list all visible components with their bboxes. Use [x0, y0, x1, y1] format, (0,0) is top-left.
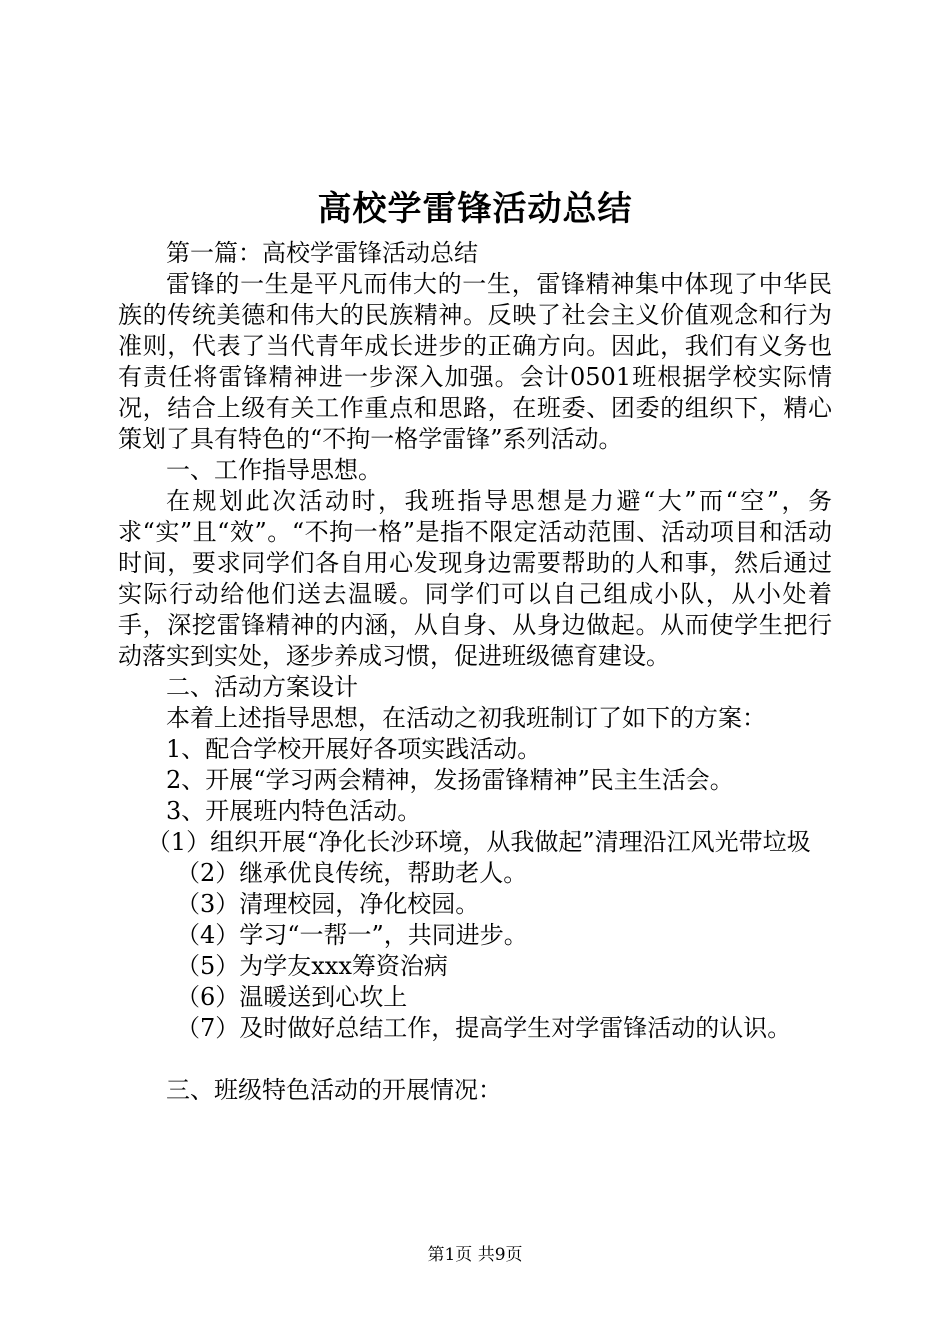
sub-item-6: （6）温暖送到心坎上: [176, 983, 408, 1011]
plan-intro-paragraph: 本着上述指导思想，在活动之初我班制订了如下的方案：: [166, 704, 766, 732]
sub-item-2: （2）继承优良传统，帮助老人。: [176, 859, 528, 887]
section-heading-3: 三、班级特色活动的开展情况：: [166, 1076, 502, 1104]
document-body: [118, 238, 832, 1106]
section-heading-1: 一、工作指导思想。: [166, 456, 382, 484]
guiding-thought-paragraph: 在规划此次活动时，我班指导思想是力避“大”而“空”，务求“实”且“效”。“不拘一格”是指不限定活动范围、活动项目和活动时间，要求同学们各自用心发现身边需要帮助的人和事，然后通过实际行动给他们送去温暖。同学们可以自己组成小队，从小处着手，深挖雷锋精神的内涵，从自身、从身边做起。从而使学生把行动落实到实处，逐步养成习惯，促进班级德育建设。: [118, 487, 832, 670]
page-footer: 第1页 共9页: [427, 1245, 523, 1265]
sub-item-3: （3）清理校园，净化校园。: [176, 890, 480, 918]
sub-item-7: （7）及时做好总结工作，提高学生对学雷锋活动的认识。: [176, 1014, 792, 1042]
plan-item-3: 3、开展班内特色活动。: [166, 797, 422, 825]
chapter-heading: 第一篇：高校学雷锋活动总结: [166, 239, 478, 267]
intro-paragraph: 雷锋的一生是平凡而伟大的一生，雷锋精神集中体现了中华民族的传统美德和伟大的民族精神。反映了社会主义价值观念和行为准则，代表了当代青年成长进步的正确方向。因此，我们有义务也有责任将雷锋精神进一步深入加强。会计0501班根据学校实际情况，结合上级有关工作重点和思路，在班委、团委的组织下，精心策划了具有特色的“不拘一格学雷锋”系列活动。: [118, 270, 832, 453]
plan-item-2: 2、开展“学习两会精神，发扬雷锋精神”民主生活会。: [166, 766, 734, 794]
blank-line: [118, 1044, 832, 1075]
sub-item-5: （5）为学友xxx筹资治病: [176, 952, 448, 980]
plan-item-1: 1、配合学校开展好各项实践活动。: [166, 735, 542, 763]
sub-item-1: （1）组织开展“净化长沙环境，从我做起”清理沿江风光带垃圾: [146, 828, 811, 856]
document-title: 高校学雷锋活动总结: [317, 189, 633, 229]
sub-item-4: （4）学习“一帮一”，共同进步。: [176, 921, 528, 949]
section-heading-2: 二、活动方案设计: [166, 673, 358, 701]
